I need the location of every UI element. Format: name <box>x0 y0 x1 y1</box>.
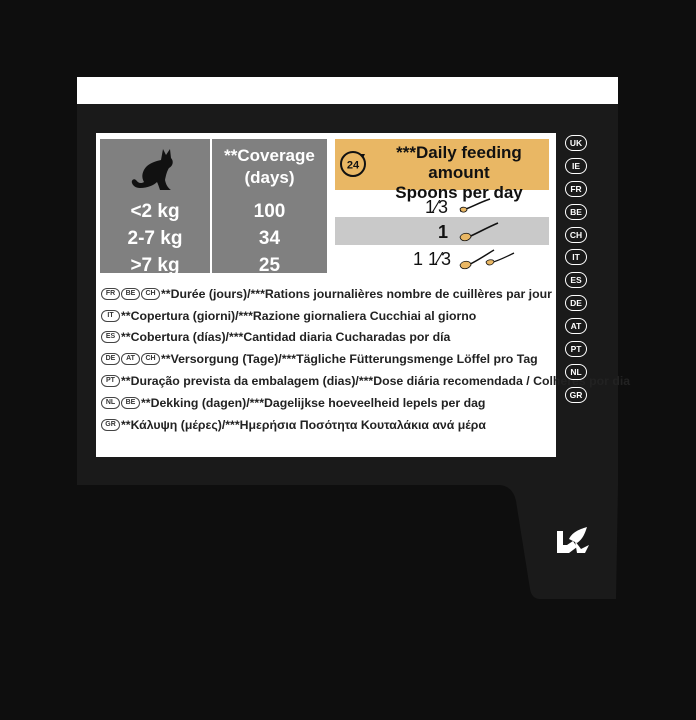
translation-text: **Dekking (dagen)/***Dagelijkse hoeveelheid lepels per dag <box>141 395 486 410</box>
translation-text: **Κάλυψη (μέρες)/***Ημερήσια Ποσότητα Κουταλάκια ανά μέρα <box>121 417 486 432</box>
translation-line <box>101 392 556 414</box>
24h-clock-icon <box>339 150 367 178</box>
translation-text: **Duração prevista da embalagem (dias)/***Dose diária recomendada / Colheres por dia <box>121 374 631 389</box>
translation-text: **Durée (jours)/***Rations journalières nombre de cuillères par jour <box>161 286 552 301</box>
country-bubble: NL <box>101 397 120 409</box>
country-bubble: PT <box>101 375 120 387</box>
coverage-column <box>212 139 327 276</box>
country-bubble: AT <box>121 353 140 365</box>
translation-line <box>101 327 556 349</box>
spoon-icon <box>458 247 516 271</box>
translation-text: **Cobertura (días)/***Cantidad diaria Cucharadas por día <box>121 330 451 345</box>
spoon-icon <box>458 197 492 215</box>
feeding-title <box>371 143 547 203</box>
spoon-amount: 1⁄3 <box>424 197 448 217</box>
country-bubble: IT <box>101 310 120 322</box>
translation-text: **Copertura (giorni)/***Razione giornaliera Cucchiai al giorno <box>121 308 477 323</box>
cat-icon <box>130 147 178 193</box>
country-bubble: CH <box>141 353 160 365</box>
feeding-header <box>335 139 549 202</box>
country-code: IE <box>565 158 587 174</box>
country-code: IT <box>565 249 587 265</box>
country-bubble: BE <box>121 397 140 409</box>
country-code: GR <box>565 387 587 403</box>
spoon-icon <box>458 221 500 243</box>
country-code: CH <box>565 227 587 243</box>
coverage-cell: 34 <box>258 228 281 249</box>
translation-text: **Versorgung (Tage)/***Tägliche Fütterungsmenge Löffel pro Tag <box>161 352 538 367</box>
country-code: FR <box>565 181 587 197</box>
country-bubble: FR <box>101 288 120 300</box>
country-code: AT <box>565 318 587 334</box>
country-code: DE <box>565 295 587 311</box>
weight-cell: 2-7 kg <box>127 228 183 249</box>
spoon-amount: 1 <box>437 222 448 242</box>
coverage-cell: 100 <box>253 201 286 222</box>
country-code-list <box>565 135 591 410</box>
recycle-icon <box>555 523 591 555</box>
svg-text:24: 24 <box>346 159 360 172</box>
country-bubble: DE <box>101 353 120 365</box>
translation-line <box>101 305 556 327</box>
coverage-cell: 25 <box>258 255 281 276</box>
weight-cell: >7 kg <box>130 255 180 276</box>
country-code: BE <box>565 204 587 220</box>
translation-line <box>101 348 556 370</box>
country-bubble: BE <box>121 288 140 300</box>
panel-top-strip <box>77 77 618 104</box>
translations-list <box>101 283 631 436</box>
translation-line <box>101 283 556 305</box>
country-code: UK <box>565 135 587 151</box>
weight-column <box>100 139 210 276</box>
spoon-amount: 1 1⁄3 <box>412 249 451 269</box>
country-bubble: GR <box>101 419 120 431</box>
country-code: ES <box>565 272 587 288</box>
country-code: NL <box>565 364 587 380</box>
coverage-header: **Coverage (days) <box>224 146 315 187</box>
country-bubble: ES <box>101 331 120 343</box>
country-code: PT <box>565 341 587 357</box>
country-bubble: CH <box>141 288 160 300</box>
feeding-title-line1: ***Daily feeding amount <box>396 143 522 182</box>
translation-line <box>101 414 556 436</box>
feeding-title-line2: Spoons per day <box>395 183 523 202</box>
weight-cell: <2 kg <box>130 201 180 222</box>
package-flap <box>490 485 618 599</box>
